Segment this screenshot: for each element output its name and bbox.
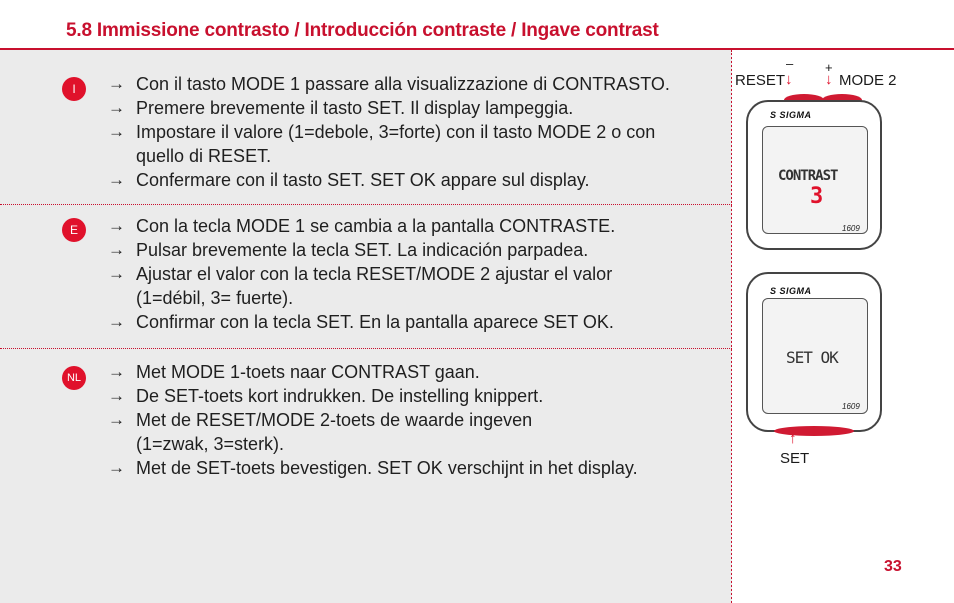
step-item: → Met MODE 1-toets naar CONTRAST gaan. — [108, 362, 480, 382]
step-item: → De SET-toets kort indrukken. De instelling knippert. — [108, 386, 544, 406]
step-item: → Con il tasto MODE 1 passare alla visualizzazione di CONTRASTO. — [108, 74, 670, 94]
arrow-icon: → — [108, 386, 125, 405]
step-item: → Impostare il valore (1=debole, 3=forte) con il tasto MODE 2 o con quello di RESET. — [108, 122, 656, 166]
device-contrast — [746, 100, 882, 250]
lcd-contrast-value: 3 — [810, 184, 824, 209]
reset-label: RESET — [735, 72, 786, 89]
page-header — [0, 0, 954, 52]
language-badge-italian: I — [62, 77, 86, 101]
arrow-icon: → — [108, 264, 125, 283]
plus-sign: + — [825, 60, 833, 75]
page-number: 33 — [884, 558, 902, 575]
arrow-icon: → — [108, 362, 125, 381]
section-separator — [0, 204, 732, 205]
arrow-icon: → — [108, 458, 125, 477]
section-separator — [0, 348, 732, 349]
sigma-swoosh-icon: S — [770, 110, 777, 120]
arrow-icon: → — [108, 122, 125, 141]
step-item: → Ajustar el valor con la tecla RESET/MODE 2 ajustar el valor (1=débil, 3= fuerte). — [108, 264, 613, 308]
lcd-set-ok-text: SET OK — [786, 348, 838, 367]
arrow-icon: → — [108, 74, 125, 93]
set-button-shape — [774, 426, 854, 436]
arrow-icon: → — [108, 312, 125, 331]
language-badge-spanish: E — [62, 218, 86, 242]
arrow-icon: → — [108, 410, 125, 429]
step-item: → Confermare con il tasto SET. SET OK appare sul display. — [108, 170, 590, 190]
device-set-ok — [746, 272, 882, 432]
section-dutch — [0, 350, 732, 603]
step-item: → Confirmar con la tecla SET. En la pantalla aparece SET OK. — [108, 312, 614, 332]
model-number: 1609 — [842, 402, 860, 411]
mode2-down-arrow-icon: ↓ — [825, 71, 833, 88]
model-number: 1609 — [842, 224, 860, 233]
sigma-logo: S SIGMA — [770, 110, 812, 120]
section-spanish — [0, 206, 732, 348]
set-label: SET — [780, 450, 810, 467]
illustration-panel — [732, 50, 954, 603]
minus-sign: – — [786, 56, 794, 71]
step-item: → Pulsar brevemente la tecla SET. La indicación parpadea. — [108, 240, 589, 260]
arrow-icon: → — [108, 240, 125, 259]
set-up-arrow-icon: ↑ — [789, 430, 797, 447]
instructions-panel — [0, 50, 732, 603]
sigma-swoosh-icon: S — [770, 286, 777, 296]
steps-list-italian — [108, 72, 718, 192]
mode2-label: MODE 2 — [839, 72, 897, 89]
step-item: → Premere brevemente il tasto SET. Il display lampeggia. — [108, 98, 574, 118]
sigma-logo: S SIGMA — [770, 286, 812, 296]
reset-down-arrow-icon: ↓ — [785, 71, 793, 88]
steps-list-dutch — [108, 360, 718, 480]
arrow-icon: → — [108, 170, 125, 189]
section-title: 5.8 Immissione contrasto / Introducción contraste / Ingave contrast — [66, 20, 659, 41]
language-badge-dutch: NL — [62, 366, 86, 390]
arrow-icon: → — [108, 216, 125, 235]
lcd-contrast-text: CONTRAST — [778, 168, 838, 184]
step-item: → Met de SET-toets bevestigen. SET OK verschijnt in het display. — [108, 458, 638, 478]
section-italian — [0, 50, 732, 204]
steps-list-spanish — [108, 214, 718, 334]
arrow-icon: → — [108, 98, 125, 117]
step-item: → Met de RESET/MODE 2-toets de waarde ingeven (1=zwak, 3=sterk). — [108, 410, 533, 454]
step-item: → Con la tecla MODE 1 se cambia a la pantalla CONTRASTE. — [108, 216, 616, 236]
